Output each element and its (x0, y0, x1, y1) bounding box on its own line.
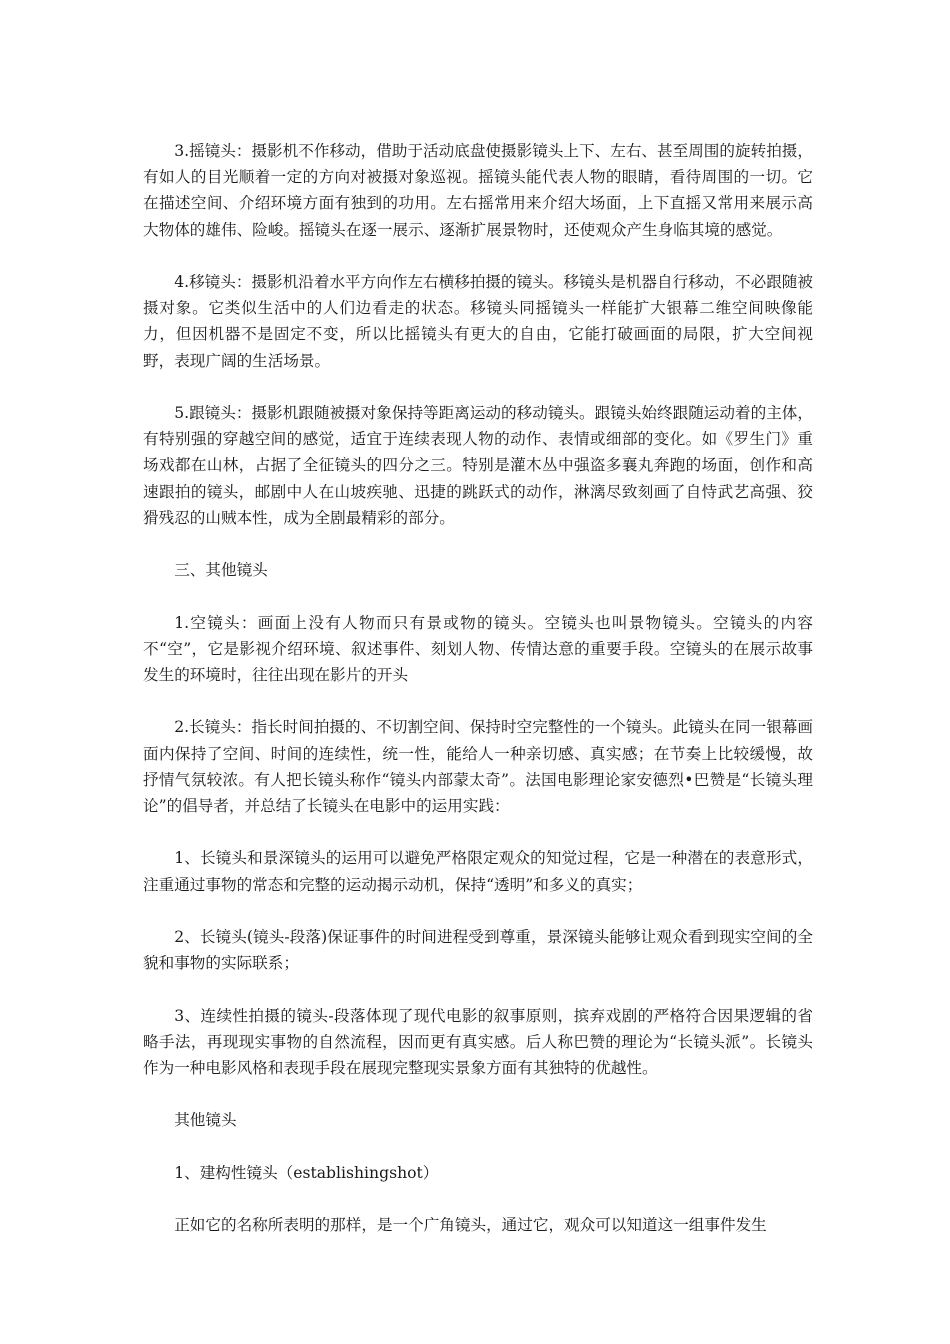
document-page (143, 138, 813, 1265)
subheading-establishing-shot: 1、建构性镜头（establishingshot） (174, 1163, 439, 1182)
paragraph-long-take-point-2: 2、长镜头(镜头-段落)保证事件的时间进程受到尊重，景深镜头能够让观众看到现实空间的全貌和事物的实际联系； (143, 927, 813, 973)
paragraph-tracking-shot: 4.移镜头：摄影机沿着水平方向作左右横移拍摄的镜头。移镜头是机器自行移动，不必跟随被摄对象。它类似生活中的人们边看走的状态。移镜头同摇镜头一样能扩大银幕二维空间映像能力，但因机器不是固定不变，所以比摇镜头有更大的自由，它能打破画面的局限，扩大空间视野，表现广阔的生活场景。 (143, 273, 813, 370)
subheading-other-shots: 其他镜头 (174, 1111, 237, 1130)
paragraph-establishing-shot: 正如它的名称所表明的那样，是一个广角镜头，通过它，观众可以知道这一组事件发生 (174, 1216, 767, 1235)
paragraph-follow-shot: 5.跟镜头：摄影机跟随被摄对象保持等距离运动的移动镜头。跟镜头始终跟随运动着的主体，有特别强的穿越空间的感觉，适宜于连续表现人物的动作、表情或细部的变化。如《罗生门》重场戏都在山林，占据了全征镜头的四分之三。特别是灌木丛中强盗多襄丸奔跑的场面，创作和高速跟拍的镜头，邮剧中人在山坡疾驰、迅捷的跳跃式的动作，淋漓尽致刻画了自恃武艺高强、狡猾残忍的山贼本性，成为全剧最精彩的部分。 (143, 404, 813, 527)
paragraph-empty-shot: 1.空镜头：画面上没有人物而只有景或物的镜头。空镜头也叫景物镜头。空镜头的内容不“空”，它是影视介绍环境、叙述事件、刻划人物、传情达意的重要手段。空镜头的在展示故事发生的环境时，往往出现在影片的开头 (143, 613, 813, 684)
paragraph-long-take: 2.长镜头：指长时间拍摄的、不切割空间、保持时空完整性的一个镜头。此镜头在同一银幕画面内保持了空间、时间的连续性，统一性，能给人一种亲切感、真实感；在节奏上比较缓慢，故抒情气氛较浓。有人把长镜头称作“镜头内部蒙太奇”。法国电影理论家安德烈•巴赞是“长镜头理论”的倡导者，并总结了长镜头在电影中的运用实践： (143, 718, 813, 815)
paragraph-long-take-point-3: 3、连续性拍摄的镜头-段落体现了现代电影的叙事原则，摈弃戏剧的严格符合因果逻辑的省略手法，再现现实事物的自然流程，因而更有真实感。后人称巴赞的理论为“长镜头派”。长镜头作为一种电影风格和表现手段在展现完整现实景象方面有其独特的优越性。 (143, 1006, 813, 1077)
paragraph-long-take-point-1: 1、长镜头和景深镜头的运用可以避免严格限定观众的知觉过程，它是一种潜在的表意形式，注重通过事物的常态和完整的运动揭示动机，保持“透明”和多义的真实； (143, 849, 813, 894)
paragraph-pan-shot: 3.摇镜头：摄影机不作移动，借助于活动底盘使摄影镜头上下、左右、甚至周围的旋转拍摄，有如人的目光顺着一定的方向对被摄对象巡视。摇镜头能代表人物的眼睛，看待周围的一切。它在描述空间、介绍环境方面有独到的功用。左右摇常用来介绍大场面，上下直摇又常用来展示高大物体的雄伟、险峻。摇镜头在逐一展示、逐渐扩展景物时，还使观众产生身临其境的感觉。 (143, 142, 813, 239)
section-heading-other-shots: 三、其他镜头 (174, 561, 268, 580)
